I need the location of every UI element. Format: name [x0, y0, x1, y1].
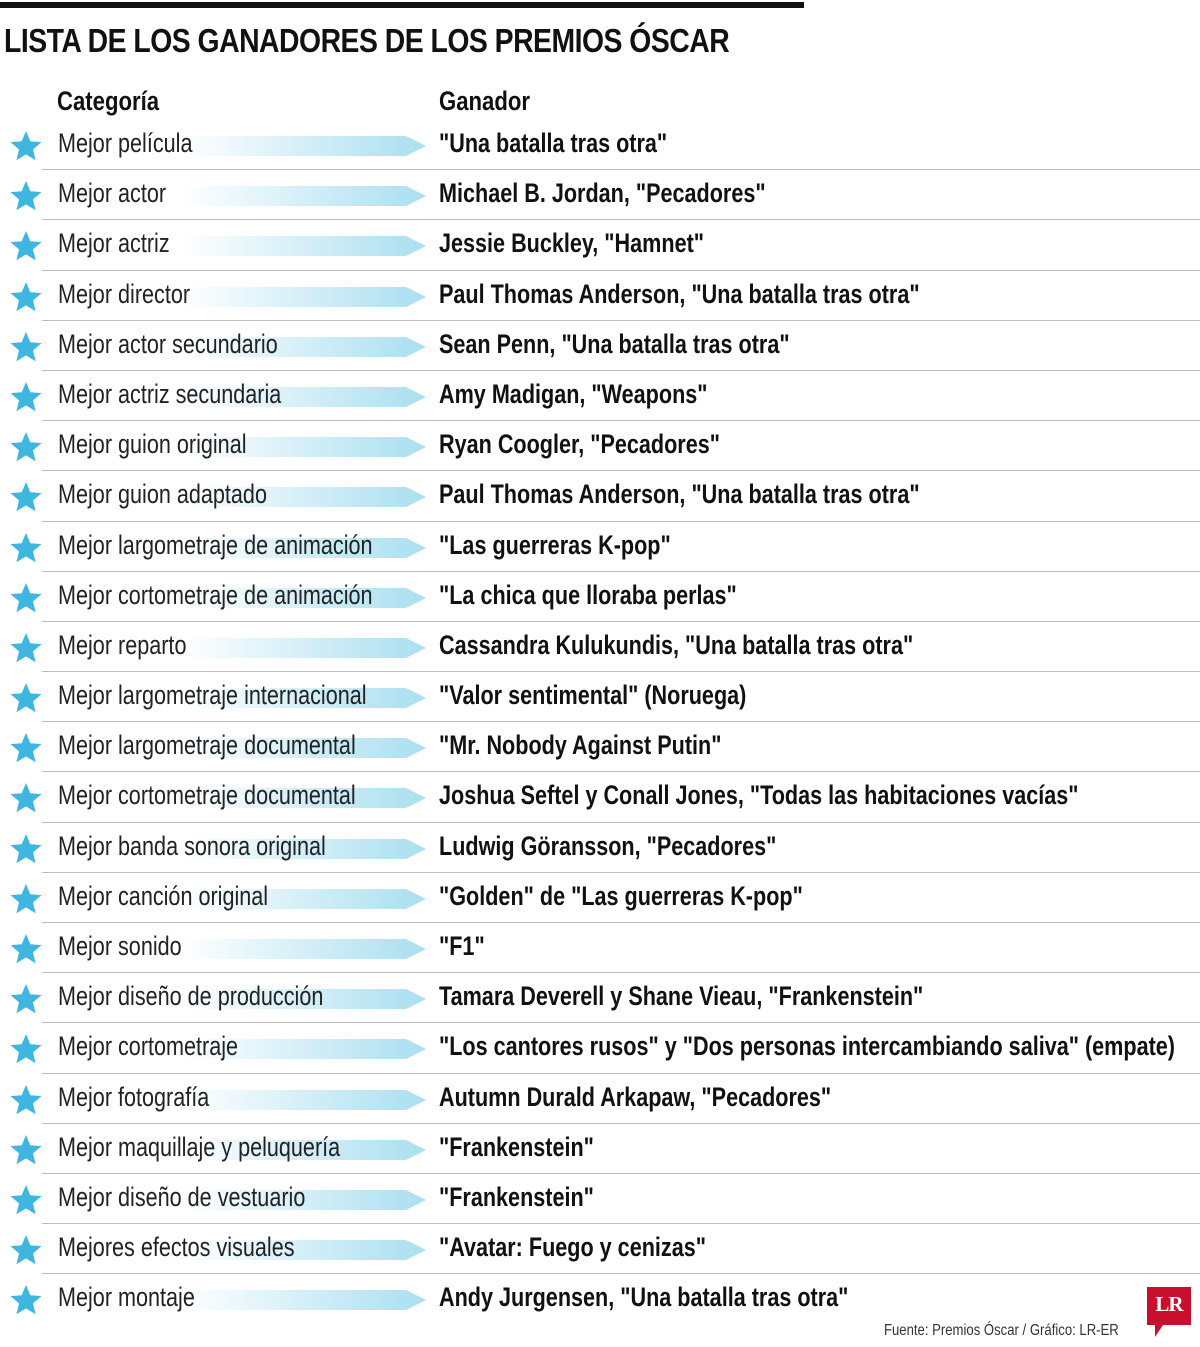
winner-name: Jessie Buckley, "Hamnet" — [439, 228, 705, 259]
table-row — [0, 622, 1200, 672]
winner-name: "Mr. Nobody Against Putin" — [439, 730, 722, 761]
star-icon — [9, 1234, 43, 1266]
category-name: Mejor largometraje de animación — [58, 529, 373, 560]
arrow-right-icon — [182, 232, 426, 260]
star-icon — [9, 481, 43, 513]
category-name: Mejor diseño de producción — [58, 981, 324, 1012]
star-icon — [9, 1284, 43, 1316]
table-row — [0, 672, 1200, 722]
table-row — [0, 120, 1200, 170]
star-icon — [9, 331, 43, 363]
table-row — [0, 1074, 1200, 1124]
top-rule — [0, 2, 804, 8]
category-name: Mejor cortometraje — [58, 1031, 239, 1062]
category-name: Mejor guion original — [58, 429, 247, 460]
winner-name: "Golden" de "Las guerreras K-pop" — [439, 880, 803, 911]
table-row — [0, 823, 1200, 873]
star-icon — [9, 281, 43, 313]
logo-text: LR — [1155, 1292, 1183, 1316]
star-icon — [9, 632, 43, 664]
category-name: Mejor reparto — [58, 629, 187, 660]
winner-name: "La chica que lloraba perlas" — [439, 579, 737, 610]
category-name: Mejor montaje — [58, 1282, 195, 1313]
category-name: Mejor largometraje internacional — [58, 680, 367, 711]
star-icon — [9, 732, 43, 764]
table-row — [0, 471, 1200, 521]
winner-name: "Frankenstein" — [439, 1131, 594, 1162]
winners-table — [0, 120, 1200, 1325]
star-icon — [9, 180, 43, 212]
winner-name: Tamara Deverell y Shane Vieau, "Frankenstein" — [439, 981, 924, 1012]
winner-name: "Los cantores rusos" y "Dos personas intercambiando saliva" (empate) — [439, 1031, 1175, 1062]
table-row — [0, 1124, 1200, 1174]
star-icon — [9, 381, 43, 413]
table-row — [0, 321, 1200, 371]
star-icon — [9, 431, 43, 463]
winner-name: Amy Madigan, "Weapons" — [439, 378, 708, 409]
column-header-winner: Ganador — [439, 86, 531, 116]
star-icon — [9, 130, 43, 162]
arrow-right-icon — [182, 182, 426, 210]
star-icon — [9, 1134, 43, 1166]
category-name: Mejor actor — [58, 178, 167, 209]
star-icon — [9, 782, 43, 814]
winner-name: Joshua Seftel y Conall Jones, "Todas las habitaciones vacías" — [439, 780, 1079, 811]
table-row — [0, 973, 1200, 1023]
winner-name: Andy Jurgensen, "Una batalla tras otra" — [439, 1282, 849, 1313]
category-name: Mejor actriz — [58, 228, 170, 259]
category-name: Mejor fotografía — [58, 1081, 210, 1112]
table-row — [0, 1274, 1200, 1324]
winner-name: "Avatar: Fuego y cenizas" — [439, 1232, 706, 1263]
category-name: Mejor actriz secundaria — [58, 378, 282, 409]
winner-name: "Las guerreras K-pop" — [439, 529, 671, 560]
winner-name: "F1" — [439, 931, 485, 961]
star-icon — [9, 1033, 43, 1065]
table-row — [0, 772, 1200, 822]
table-row — [0, 1224, 1200, 1274]
star-icon — [9, 883, 43, 915]
table-row — [0, 271, 1200, 321]
star-icon — [9, 230, 43, 262]
table-row — [0, 1023, 1200, 1073]
table-row — [0, 371, 1200, 421]
winner-name: "Frankenstein" — [439, 1181, 594, 1212]
arrow-right-icon — [182, 1286, 426, 1314]
winner-name: Ryan Coogler, "Pecadores" — [439, 429, 720, 460]
lr-logo-icon — [1147, 1287, 1191, 1337]
winner-name: Autumn Durald Arkapaw, "Pecadores" — [439, 1081, 832, 1112]
table-row — [0, 220, 1200, 270]
star-icon — [9, 1084, 43, 1116]
category-name: Mejor sonido — [58, 931, 182, 961]
category-name: Mejor película — [58, 128, 193, 158]
arrow-right-icon — [182, 283, 426, 311]
category-name: Mejores efectos visuales — [58, 1232, 295, 1263]
category-name: Mejor maquillaje y peluquería — [58, 1131, 341, 1162]
star-icon — [9, 532, 43, 564]
table-row — [0, 572, 1200, 622]
star-icon — [9, 682, 43, 714]
table-row — [0, 522, 1200, 572]
category-name: Mejor banda sonora original — [58, 830, 326, 861]
star-icon — [9, 933, 43, 965]
star-icon — [9, 1184, 43, 1216]
source-note: Fuente: Premios Óscar / Gráfico: LR-ER — [884, 1322, 1119, 1339]
category-name: Mejor diseño de vestuario — [58, 1181, 306, 1212]
table-row — [0, 1174, 1200, 1224]
star-icon — [9, 582, 43, 614]
table-row — [0, 722, 1200, 772]
winner-name: Cassandra Kulukundis, "Una batalla tras otra" — [439, 629, 914, 660]
page-title: LISTA DE LOS GANADORES DE LOS PREMIOS ÓSCAR — [4, 22, 730, 59]
table-row — [0, 421, 1200, 471]
column-header-category: Categoría — [57, 86, 160, 116]
category-name: Mejor director — [58, 278, 191, 309]
arrow-right-icon — [182, 634, 426, 662]
arrow-right-icon — [182, 1086, 426, 1114]
category-name: Mejor cortometraje documental — [58, 780, 356, 811]
winner-name: Sean Penn, "Una batalla tras otra" — [439, 328, 790, 359]
table-row — [0, 923, 1200, 973]
table-row — [0, 170, 1200, 220]
star-icon — [9, 833, 43, 865]
winner-name: "Una batalla tras otra" — [439, 128, 668, 158]
winner-name: "Valor sentimental" (Noruega) — [439, 680, 747, 711]
category-name: Mejor largometraje documental — [58, 730, 356, 761]
arrow-right-icon — [182, 132, 426, 160]
category-name: Mejor actor secundario — [58, 328, 278, 359]
winner-name: Ludwig Göransson, "Pecadores" — [439, 830, 777, 861]
table-row — [0, 873, 1200, 923]
winner-name: Paul Thomas Anderson, "Una batalla tras otra" — [439, 278, 920, 309]
category-name: Mejor guion adaptado — [58, 479, 267, 510]
winner-name: Michael B. Jordan, "Pecadores" — [439, 178, 766, 209]
category-name: Mejor canción original — [58, 880, 269, 911]
category-name: Mejor cortometraje de animación — [58, 579, 373, 610]
star-icon — [9, 983, 43, 1015]
winner-name: Paul Thomas Anderson, "Una batalla tras otra" — [439, 479, 920, 510]
arrow-right-icon — [182, 935, 426, 963]
